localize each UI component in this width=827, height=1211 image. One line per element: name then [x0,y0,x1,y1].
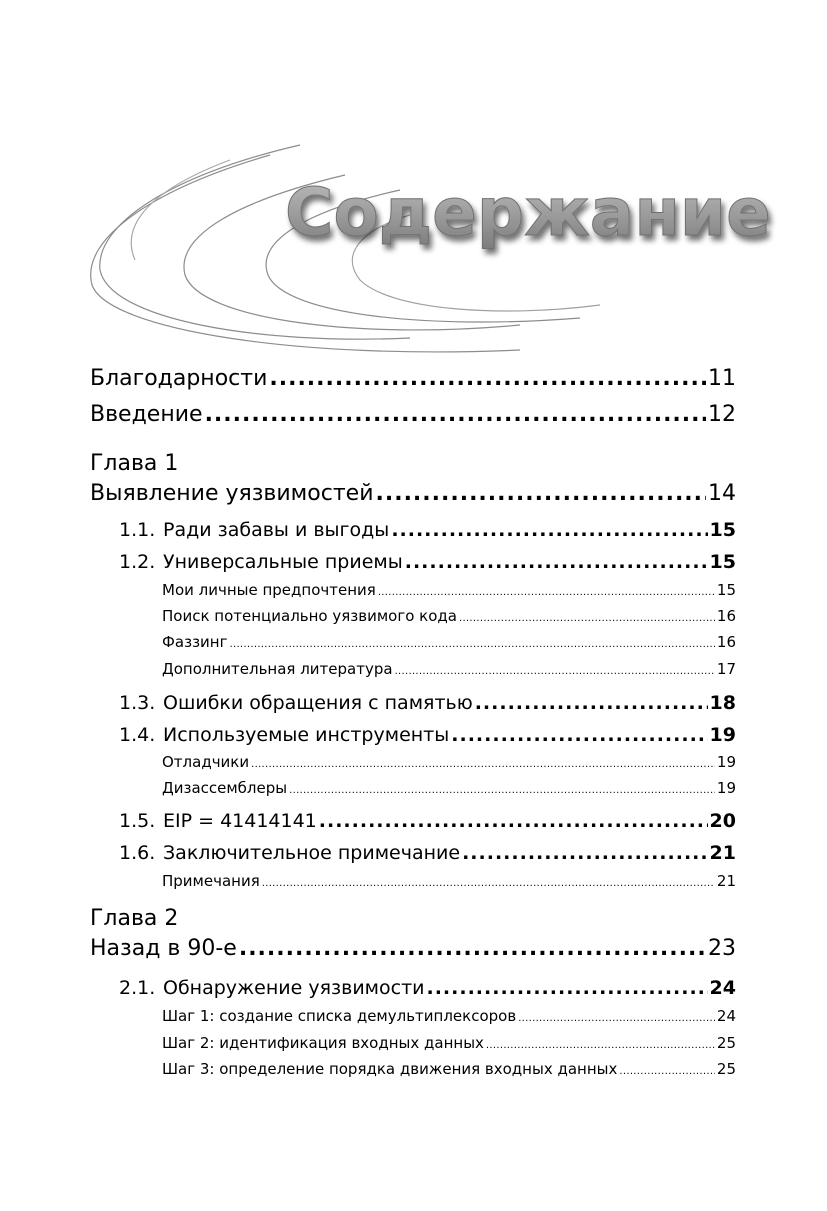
toc-entry-section[interactable] [119,692,736,714]
toc-entry-page: 16 [716,607,736,625]
toc-entry-page: 19 [709,724,736,746]
dot-leader [518,1013,715,1024]
toc-entry-label: Отладчики [162,753,250,771]
toc-entry-page: 15 [709,551,736,573]
toc-entry-page: 21 [709,842,736,864]
toc-entry-page: 20 [709,810,736,832]
dot-leader [427,977,708,999]
toc-entry-subsection[interactable] [162,633,736,651]
section-number: 1.6. [119,842,156,864]
chapter-heading: Глава 2 [90,906,179,931]
dot-leader [262,878,715,889]
toc-entry-subsection[interactable] [162,607,736,625]
toc-entry-page: 19 [716,753,736,771]
toc-entry-section[interactable] [119,551,736,573]
toc-entry-subsection[interactable] [162,872,736,890]
toc-entry-page: 16 [716,633,736,651]
toc-entry-page: 18 [709,692,736,714]
dot-leader [319,810,708,832]
toc-entry-label: Благодарности [90,366,268,391]
toc-entry-page: 11 [708,366,736,391]
toc-entry-label: Назад в 90-е [90,936,237,961]
toc-entry-section[interactable] [119,842,736,864]
dot-leader [251,759,715,770]
toc-entry-subsection[interactable] [162,660,736,678]
toc-entry-label: Обнаружение уязвимости [163,977,425,999]
toc-entry-subsection[interactable] [162,1060,736,1078]
toc-entry-introduction[interactable] [90,402,736,427]
toc-entry-page: 25 [716,1060,736,1078]
toc-entry-page: 14 [708,481,736,506]
toc-entry-chapter-1[interactable] [90,481,736,506]
toc-entry-label: Ошибки обращения с памятью [163,692,473,714]
toc-entry-label: Дизассемблеры [162,779,288,797]
dot-leader [239,936,706,961]
dot-leader [475,692,708,714]
toc-entry-label: Шаг 1: создание списка демультиплексоров [162,1007,517,1025]
toc-entry-page: 17 [716,660,736,678]
toc-entry-chapter-2[interactable] [90,936,736,961]
toc-entry-section[interactable] [119,724,736,746]
toc-entry-label: Примечания [162,872,260,890]
toc-entry-section[interactable] [119,977,736,999]
section-number: 1.3. [119,692,156,714]
dot-leader [486,1040,715,1051]
toc-entry-label: Ради забавы и выгоды [163,519,390,541]
toc-entry-subsection[interactable] [162,753,736,771]
section-number: 1.1. [119,519,156,541]
dot-leader [230,639,715,650]
dot-leader [269,366,706,391]
dot-leader [462,842,707,864]
toc-entry-label: Шаг 3: определение порядка движения входных данных [162,1060,618,1078]
dot-leader [405,551,708,573]
toc-entry-label: Выявление уязвимостей [90,481,374,506]
toc-entry-acknowledgements[interactable] [90,366,736,391]
dot-leader [395,666,715,677]
section-number: 1.4. [119,724,156,746]
toc-entry-label: Заключительное примечание [163,842,461,864]
toc-entry-label: Универсальные приемы [163,551,403,573]
toc-entry-label: Используемые инструменты [163,724,450,746]
toc-entry-label: Шаг 2: идентификация входных данных [162,1034,484,1052]
section-number: 1.2. [119,551,156,573]
toc-entry-subsection[interactable] [162,1007,736,1025]
toc-entry-subsection[interactable] [162,581,736,599]
section-number: 1.5. [119,810,156,832]
toc-entry-page: 15 [709,519,736,541]
toc-entry-label: Дополнительная литература [162,660,393,678]
toc-entry-page: 23 [708,936,736,961]
toc-entry-section[interactable] [119,519,736,541]
page-title: Содержание [285,174,771,251]
dot-leader [289,785,715,796]
toc-entry-label: EIP = 41414141 [163,810,317,832]
dot-leader [376,481,707,506]
toc-entry-section[interactable] [119,810,736,832]
toc-entry-page: 21 [716,872,736,890]
toc-entry-subsection[interactable] [162,779,736,797]
toc-entry-label: Мои личные предпочтения [162,581,376,599]
toc-entry-page: 12 [708,402,736,427]
section-number: 2.1. [119,977,156,999]
toc-entry-label: Поиск потенциально уязвимого кода [162,607,457,625]
toc-entry-page: 24 [716,1007,736,1025]
toc-entry-page: 25 [716,1034,736,1052]
dot-leader [459,613,715,624]
toc-entry-page: 24 [709,977,736,999]
toc-entry-label: Введение [90,402,203,427]
toc-entry-page: 15 [716,581,736,599]
chapter-heading: Глава 1 [90,451,179,476]
dot-leader [378,587,715,598]
toc-entry-label: Фаззинг [162,633,228,651]
toc-entry-subsection[interactable] [162,1034,736,1052]
dot-leader [391,519,707,541]
dot-leader [451,724,707,746]
toc-entry-page: 19 [716,779,736,797]
dot-leader [619,1066,715,1077]
dot-leader [205,402,706,427]
